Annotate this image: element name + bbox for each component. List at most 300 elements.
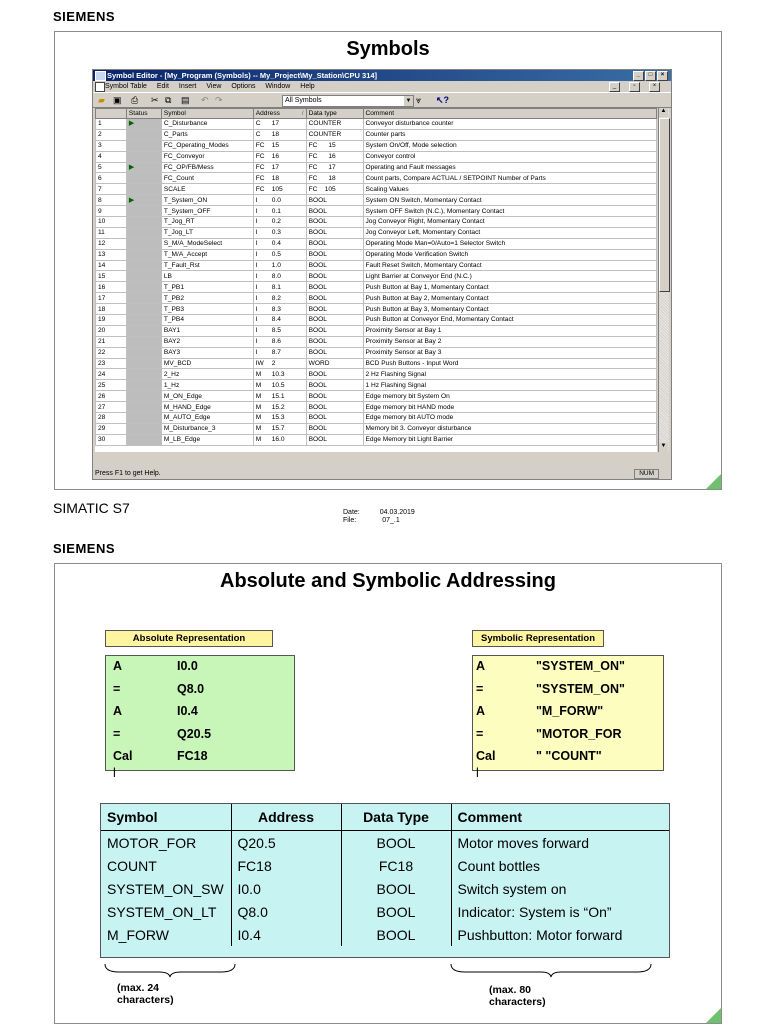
status-text: Press F1 to get Help. [95,470,161,477]
filter-icon[interactable]: ⩔ [416,95,422,105]
address-cell[interactable] [253,402,306,413]
row-status[interactable] [126,391,161,402]
flag-icon: ▶ [128,196,135,204]
symbol-cell[interactable]: M_LB_Edge [161,434,253,445]
table-row[interactable] [96,151,657,162]
data-type-cell[interactable]: FC 16 [306,151,363,162]
symbol-cell[interactable]: BAY3 [161,347,253,358]
row-status[interactable] [126,206,161,217]
date-file-block [343,509,415,525]
comment-cell[interactable]: Jog Conveyor Left, Momentary Contact [363,227,657,238]
row-number[interactable]: 27 [96,402,127,413]
table-row[interactable] [96,391,657,402]
address-area: IW [255,360,264,368]
symbol-definition-table [101,804,669,946]
row-number[interactable]: 17 [96,293,127,304]
comment-cell[interactable]: System On/Off, Mode selection [363,140,657,151]
row-number[interactable]: 12 [96,238,127,249]
data-type-cell[interactable]: BOOL [306,347,363,358]
address-cell[interactable] [253,162,306,173]
symbol-filter-select[interactable] [282,95,414,107]
row-number[interactable]: 18 [96,304,127,315]
symbol-cell: SYSTEM_ON_SW [101,877,231,900]
data-type-cell[interactable]: BOOL [306,402,363,413]
data-type-cell[interactable]: BOOL [306,227,363,238]
toolbar [93,92,671,108]
help-cursor-icon[interactable]: ↖? [436,95,450,105]
data-type-cell[interactable]: BOOL [306,369,363,380]
address-offset: 8.6 [271,338,281,346]
address-offset: 8.4 [271,316,281,324]
code-operator: A [476,704,486,718]
comment-cell[interactable]: 1 Hz Flashing Signal [363,380,657,391]
code-operator: Cal [476,749,496,763]
comment-cell[interactable]: Operating Mode Man=0/Auto=1 Selector Switch [363,238,657,249]
comment-cell[interactable]: Conveyor control [363,151,657,162]
comment-cell[interactable]: 2 Hz Flashing Signal [363,369,657,380]
address-cell[interactable] [253,238,306,249]
row-number[interactable]: 6 [96,173,127,184]
close-button[interactable]: × [657,71,668,81]
paste-icon[interactable]: ▤ [181,95,190,105]
symbol-cell[interactable]: T_System_ON [161,195,253,206]
row-status[interactable] [126,369,161,380]
comment-cell[interactable]: Fault Reset Switch, Momentary Contact [363,260,657,271]
table-row[interactable] [96,293,657,304]
table-row[interactable] [96,369,657,380]
row-number[interactable]: 29 [96,423,127,434]
data-type-cell: FC18 [341,854,451,877]
comment-cell[interactable]: Proximity Sensor at Bay 2 [363,336,657,347]
data-type-cell[interactable]: COUNTER [306,129,363,140]
address-area: I [255,262,258,270]
address-cell[interactable] [253,227,306,238]
maximize-button[interactable]: □ [645,71,656,81]
row-status[interactable] [126,347,161,358]
symbol-cell[interactable]: FC_Operating_Modes [161,140,253,151]
window-titlebar[interactable] [93,70,671,81]
row-number[interactable]: 13 [96,249,127,260]
row-number[interactable]: 9 [96,206,127,217]
table-row[interactable] [96,315,657,326]
address-cell[interactable] [253,423,306,434]
num-lock-indicator: NUM [634,469,659,479]
table-row[interactable] [96,271,657,282]
row-status[interactable] [126,184,161,195]
symbol-cell[interactable]: T_System_OFF [161,206,253,217]
row-number[interactable]: 8 [96,195,127,206]
comment-cell[interactable]: Push Button at Bay 3, Momentary Contact [363,304,657,315]
save-icon[interactable]: ▣ [113,95,122,105]
row-status[interactable] [126,358,161,369]
symbol-cell[interactable]: M_AUTO_Edge [161,413,253,424]
address-area: I [255,229,258,237]
siemens-logo-top: SIEMENS [53,9,116,24]
row-number[interactable]: 22 [96,347,127,358]
data-type-cell[interactable]: FC 17 [306,162,363,173]
table-header-comment: Comment [451,804,669,831]
address-cell[interactable] [253,173,306,184]
symbol-cell: COUNT [101,854,231,877]
cut-icon[interactable]: ✂ [151,95,159,105]
row-status[interactable] [126,380,161,391]
data-type-cell[interactable]: FC 18 [306,173,363,184]
data-type-cell[interactable]: BOOL [306,434,363,445]
row-status[interactable] [126,129,161,140]
data-type-cell[interactable]: BOOL [306,413,363,424]
row-number[interactable]: 24 [96,369,127,380]
code-operand: Q20.5 [177,726,212,741]
table-row[interactable] [96,227,657,238]
data-type-cell[interactable]: BOOL [306,238,363,249]
data-type-cell[interactable]: BOOL [306,336,363,347]
row-status[interactable] [126,140,161,151]
table-row[interactable] [96,282,657,293]
symbol-cell[interactable]: S_M/A_ModeSelect [161,238,253,249]
address-cell[interactable] [253,315,306,326]
address-cell[interactable] [253,184,306,195]
table-row[interactable] [96,336,657,347]
row-number[interactable]: 19 [96,315,127,326]
data-type-cell[interactable]: BOOL [306,304,363,315]
table-row[interactable] [96,206,657,217]
data-type-cell[interactable]: BOOL [306,325,363,336]
menu-view[interactable]: View [206,83,222,90]
symbol-cell[interactable]: LB [161,271,253,282]
col-header-data-type[interactable]: Data type [306,109,363,119]
address-cell[interactable] [253,380,306,391]
table-row [101,900,669,923]
symbol-cell[interactable]: M_HAND_Edge [161,402,253,413]
address-area: I [255,349,258,357]
address-cell[interactable] [253,206,306,217]
data-type-cell[interactable]: BOOL [306,315,363,326]
address-area: M [255,403,262,411]
symbol-cell[interactable]: 2_Hz [161,369,253,380]
menu-edit[interactable]: Edit [156,83,169,90]
comment-cell[interactable]: Memory bit 3. Conveyor disturbance [363,423,657,434]
comment-cell: Motor moves forward [457,834,589,851]
col-header-status[interactable]: Status [126,109,161,119]
child-restore-button[interactable]: ▫ [629,82,640,92]
status-bar [93,468,673,479]
comment-cell[interactable]: Proximity Sensor at Bay 1 [363,325,657,336]
sort-indicator: / [301,110,304,117]
row-number[interactable]: 5 [96,162,127,173]
row-status[interactable] [126,282,161,293]
symbol-cell[interactable]: BAY1 [161,325,253,336]
symbol-cell[interactable]: T_Fault_Rst [161,260,253,271]
table-row[interactable] [96,260,657,271]
row-status[interactable] [126,434,161,445]
row-number[interactable]: 7 [96,184,127,195]
symbol-cell[interactable]: M_Disturbance_3 [161,423,253,434]
code-operator: = [476,681,484,696]
row-status[interactable] [126,238,161,249]
row-status[interactable] [126,293,161,304]
table-header-data-type: Data Type [341,804,451,831]
data-type-cell[interactable]: BOOL [306,206,363,217]
menu-insert[interactable]: Insert [178,83,197,90]
row-status[interactable] [126,173,161,184]
address-cell[interactable] [253,434,306,445]
row-number[interactable]: 30 [96,434,127,445]
menu-window[interactable]: Window [265,83,291,90]
comment-cell[interactable]: Counter parts [363,129,657,140]
table-row[interactable] [96,249,657,260]
address-offset: 10.3 [271,370,285,378]
data-type-cell[interactable]: FC 105 [306,184,363,195]
code-operand: " "COUNT" [536,749,602,763]
table-row[interactable] [96,129,657,140]
row-number[interactable]: 11 [96,227,127,238]
address-cell[interactable] [253,140,306,151]
row-number[interactable]: 3 [96,140,127,151]
data-type-cell[interactable]: BOOL [306,282,363,293]
comment-cell[interactable]: BCD Push Buttons - Input Word [363,358,657,369]
data-type-cell[interactable]: FC 15 [306,140,363,151]
symbol-cell[interactable]: SCALE [161,184,253,195]
data-type-cell[interactable]: BOOL [306,217,363,228]
comment-cell[interactable]: Light Barrier at Conveyor End (N.C.) [363,271,657,282]
address-cell[interactable] [253,217,306,228]
symbol-cell[interactable]: C_Parts [161,129,253,140]
data-type-cell[interactable]: BOOL [306,271,363,282]
address-offset: 15.3 [271,414,285,422]
table-row[interactable] [96,140,657,151]
menu-help[interactable]: Help [300,83,315,90]
comment-cell[interactable]: Edge memory bit HAND mode [363,402,657,413]
table-row[interactable] [96,184,657,195]
address-area: I [255,338,258,346]
scroll-down-icon[interactable]: ▼ [659,443,668,452]
redo-icon[interactable]: ↷ [215,95,223,105]
code-line [113,700,293,723]
row-number[interactable]: 16 [96,282,127,293]
chevron-down-icon[interactable]: ▼ [405,98,412,104]
table-row[interactable] [96,434,657,445]
address-offset: 8.7 [271,349,281,357]
comment-cell[interactable]: Operating and Fault messages [363,162,657,173]
row-status[interactable] [126,249,161,260]
address-cell[interactable] [253,391,306,402]
address-cell[interactable] [253,413,306,424]
col-header-address[interactable] [253,109,306,119]
symbolic-code-lines [476,655,662,768]
symbol-cell[interactable]: T_PB3 [161,304,253,315]
address-cell[interactable] [253,129,306,140]
address-cell[interactable] [253,358,306,369]
symbol-cell[interactable]: MV_BCD [161,358,253,369]
symbol-cell[interactable]: T_Jog_LT [161,227,253,238]
comment-cell[interactable]: System OFF Switch (N.C.), Momentary Contact [363,206,657,217]
data-type-cell[interactable]: COUNTER [306,119,363,130]
child-close-button[interactable]: × [649,82,660,92]
address-area: I [255,294,258,302]
row-number[interactable]: 14 [96,260,127,271]
symbol-cell[interactable]: FC_Conveyor [161,151,253,162]
symbol-cell[interactable]: FC_Count [161,173,253,184]
comment-cell[interactable]: Edge memory bit System On [363,391,657,402]
symbol-cell[interactable]: FC_OP/FB/Mess [161,162,253,173]
menu-options[interactable]: Options [231,83,256,90]
table-row[interactable] [96,162,657,173]
data-type-cell[interactable]: BOOL [306,380,363,391]
comment-cell[interactable]: Conveyor disturbance counter [363,119,657,130]
row-status[interactable] [126,402,161,413]
comment-cell[interactable]: Edge Memory bit Light Barrier [363,434,657,445]
comment-cell[interactable]: Scaling Values [363,184,657,195]
row-status[interactable] [126,119,161,130]
row-status[interactable] [126,304,161,315]
row-number[interactable]: 25 [96,380,127,391]
table-row[interactable] [96,119,657,130]
address-cell[interactable] [253,195,306,206]
col-header-row[interactable] [96,109,127,119]
address-cell[interactable] [253,119,306,130]
address-cell[interactable] [253,260,306,271]
row-number[interactable]: 2 [96,129,127,140]
file-label: File: [343,517,357,524]
row-status[interactable] [126,413,161,424]
table-row[interactable] [96,347,657,358]
row-status[interactable] [126,195,161,206]
address-cell[interactable] [253,347,306,358]
table-row[interactable] [96,217,657,228]
row-number[interactable]: 1 [96,119,127,130]
row-number[interactable]: 10 [96,217,127,228]
symbol-cell[interactable]: BAY2 [161,336,253,347]
address-cell[interactable] [253,304,306,315]
row-number[interactable]: 4 [96,151,127,162]
symbol-cell[interactable]: C_Disturbance [161,119,253,130]
row-status[interactable] [126,423,161,434]
minimize-button[interactable]: _ [633,71,644,81]
data-type-cell[interactable]: BOOL [306,391,363,402]
address-offset: 17 [271,120,280,128]
row-status[interactable] [126,227,161,238]
col-header-symbol[interactable]: Symbol [161,109,253,119]
address-cell[interactable] [253,336,306,347]
table-row[interactable] [96,402,657,413]
address-area: FC [255,142,265,150]
symbol-cell[interactable]: T_M/A_Accept [161,249,253,260]
row-number[interactable]: 23 [96,358,127,369]
undo-icon[interactable]: ↶ [201,95,209,105]
row-status[interactable] [126,260,161,271]
col-header-comment[interactable]: Comment [363,109,657,119]
table-row[interactable] [96,358,657,369]
code-operand: FC18 [177,749,208,763]
table-row [101,923,669,946]
row-status[interactable] [126,162,161,173]
address-cell[interactable] [253,293,306,304]
symbol-cell[interactable]: T_PB2 [161,293,253,304]
symbol-cell[interactable]: M_ON_Edge [161,391,253,402]
max-80-note: (max. 80 characters) [489,984,546,1008]
data-type-cell[interactable]: BOOL [306,293,363,304]
table-row[interactable] [96,325,657,336]
symbol-cell[interactable]: T_PB1 [161,282,253,293]
comment-cell[interactable]: Push Button at Bay 1, Momentary Contact [363,282,657,293]
print-icon[interactable]: ⎙ [131,95,139,105]
table-row[interactable] [96,423,657,434]
address-cell[interactable] [253,282,306,293]
address-cell[interactable] [253,369,306,380]
table-row[interactable] [96,173,657,184]
comment-cell[interactable]: Edge memory bit AUTO mode [363,413,657,424]
comment-cell[interactable]: Jog Conveyor Right, Momentary Contact [363,217,657,228]
data-type-cell[interactable]: BOOL [306,260,363,271]
data-type-cell[interactable]: BOOL [306,249,363,260]
comment-cell[interactable]: Push Button at Conveyor End, Momentary Contact [363,315,657,326]
comment-cell: Count bottles [457,857,540,874]
table-row[interactable] [96,413,657,424]
table-row[interactable] [96,380,657,391]
code-line [113,723,293,746]
address-offset: 1.0 [271,262,281,270]
menu-symbol-table[interactable]: Symbol Table [105,83,147,90]
row-status[interactable] [126,151,161,162]
table-row[interactable] [96,304,657,315]
scroll-thumb[interactable] [659,118,670,292]
row-number[interactable]: 28 [96,413,127,424]
address-offset: 2 [271,360,276,368]
code-operator: A [113,659,123,673]
address-area: FC [255,164,265,171]
row-status[interactable] [126,315,161,326]
symbol-cell[interactable]: 1_Hz [161,380,253,391]
comment-cell[interactable]: Push Button at Bay 2, Momentary Contact [363,293,657,304]
address-area: I [255,283,258,291]
file-value: 07_.1 [382,517,400,524]
table-row[interactable] [96,238,657,249]
vertical-scrollbar[interactable] [658,108,669,452]
window-title: Symbol Editor - [My_Program (Symbols) -- My_Project\My_Station\CPU 314] [107,71,378,80]
address-cell[interactable] [253,151,306,162]
symbol-table-box [100,803,670,958]
scroll-up-icon[interactable]: ▲ [659,108,668,117]
row-number[interactable]: 21 [96,336,127,347]
row-status[interactable] [126,271,161,282]
symbol-cell[interactable]: T_Jog_RT [161,217,253,228]
data-type-cell[interactable]: BOOL [306,195,363,206]
data-type-cell[interactable]: BOOL [306,423,363,434]
row-status[interactable] [126,325,161,336]
symbol-cell[interactable]: T_PB4 [161,315,253,326]
open-folder-icon[interactable]: ▰ [98,95,105,105]
row-status[interactable] [126,336,161,347]
address-cell[interactable] [253,249,306,260]
comment-cell[interactable]: Proximity Sensor at Bay 3 [363,347,657,358]
address-cell[interactable] [253,325,306,336]
comment-cell[interactable]: System ON Switch, Momentary Contact [363,195,657,206]
comment-cell[interactable]: Operating Mode Verification Switch [363,249,657,260]
table-row[interactable] [96,195,657,206]
siemens-logo-bottom: SIEMENS [53,541,116,556]
row-number[interactable]: 20 [96,325,127,336]
address-cell: Q8.0 [231,900,341,923]
data-type-cell[interactable]: WORD [306,358,363,369]
code-operand: I0.0 [177,659,198,673]
address-cell[interactable] [253,271,306,282]
copy-icon[interactable]: ⧉ [165,95,172,105]
row-number[interactable]: 15 [96,271,127,282]
row-status[interactable] [126,217,161,228]
child-minimize-button[interactable]: _ [609,82,620,92]
comment-cell[interactable]: Count parts, Compare ACTUAL / SETPOINT Number of Parts [363,173,657,184]
row-number[interactable]: 26 [96,391,127,402]
